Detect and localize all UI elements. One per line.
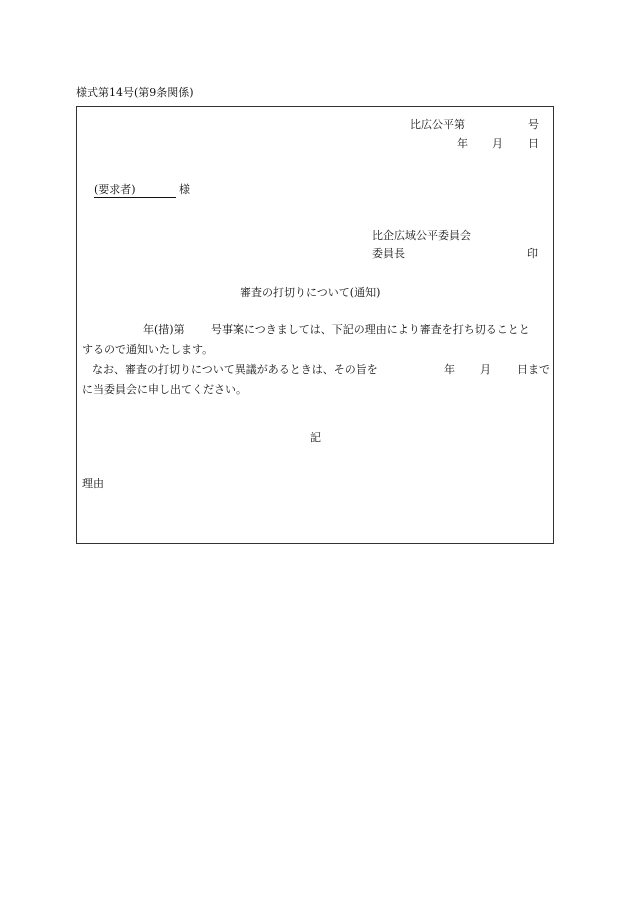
body-p1-line2: するので通知いたします。	[82, 343, 214, 356]
sender-seal: 印	[527, 247, 538, 260]
body-p2-line2: に当委員会に申し出てください。	[82, 383, 247, 396]
body-p1-year: 年(措)第	[143, 323, 185, 336]
body-p2-day-until: 日まで	[517, 363, 550, 376]
reason-label: 理由	[82, 477, 104, 490]
date-month: 月	[492, 137, 503, 150]
doc-number-suffix: 号	[528, 118, 539, 131]
date-day: 日	[528, 137, 539, 150]
addressee-honorific: 様	[179, 183, 190, 196]
sender-organization: 比企広域公平委員会	[372, 229, 471, 242]
addressee-line	[94, 183, 176, 198]
ki-label: 記	[310, 431, 321, 444]
form-number-label: 様式第14号(第9条関係)	[76, 86, 194, 99]
body-p2-text: なお、審査の打切りについて異議があるときは、その旨を	[92, 363, 378, 376]
body-p2-year: 年	[444, 363, 455, 376]
doc-number-prefix: 比広公平第	[410, 118, 465, 131]
date-year: 年	[457, 137, 468, 150]
document-title: 審査の打切りについて(通知)	[240, 286, 381, 299]
addressee-name: (要求者)	[94, 183, 176, 198]
sender-title: 委員長	[372, 247, 405, 260]
body-p1-text: 号事案につきましては、下記の理由により審査を打ち切ることと	[211, 323, 530, 336]
body-p2-month: 月	[480, 363, 491, 376]
